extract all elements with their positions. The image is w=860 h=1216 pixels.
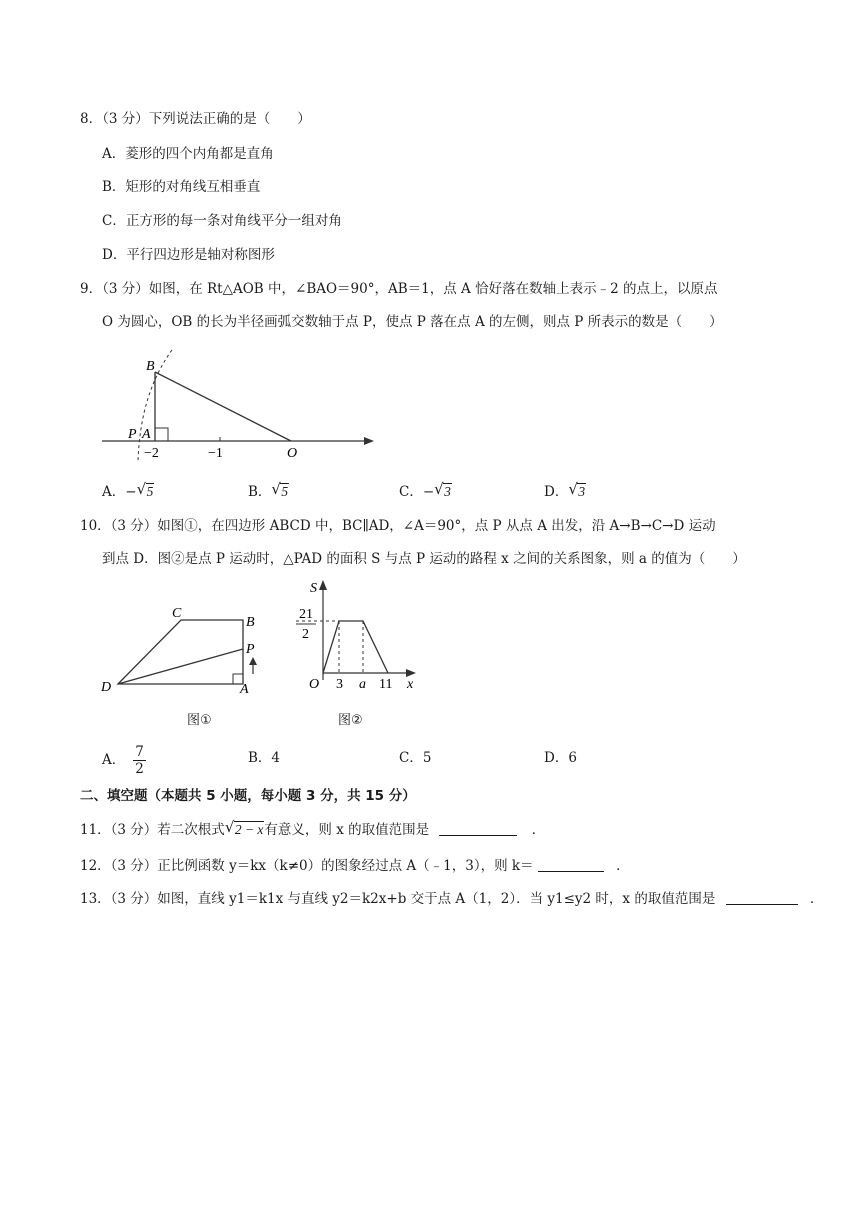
q9-label-b: B [146,359,155,374]
q8-option-b: B．矩形的对角线互相垂直 [102,179,261,195]
q10-option-c: C．5 [399,750,432,766]
q11: 11．（3 分）若二次根式 √ 2 − x有意义，则 x 的取值范围是 ． [80,818,546,838]
q8-option-a: A．菱形的四个内角都是直角 [102,146,274,162]
q11-answer-blank[interactable] [439,821,517,836]
q10-option-a: A． $\frac{7}{2}$ [102,744,144,777]
q10-fig1-label-p: P [246,642,255,657]
q10-caption-1: 图① [187,713,212,728]
q10-caption-2: 图② [338,713,363,728]
q10-fig2-tick-11: 11 [379,677,393,692]
q9-option-d: D． √ 3 [544,480,586,500]
q10-fig2-label-o: O [309,677,320,692]
q10-option-d: D．6 [544,750,577,766]
q9-stem-line2: O 为圆心，OB 的长为半径画弧交数轴于点 P，使点 P 落在点 A 的左侧，则点 P 所表示的数是（ ） [102,314,723,330]
q12-answer-blank[interactable] [538,857,604,872]
q12: 12．（3 分）正比例函数 y＝kx（k≠0）的图象经过点 A（﹣1，3），则 k＝ ． [80,858,630,874]
q9-label-p: P [128,427,137,442]
q9-option-b: B． √ 5 [248,480,289,500]
q9-option-c: C．− √ 3 [399,480,451,500]
q10-stem-line1: 10．（3 分）如图①，在四边形 ABCD 中，BC∥AD，∠A＝90°，点 P 从点 A 出发，沿 A→B→C→D 运动 [80,518,716,534]
q10-fig1-label-c: C [172,606,182,621]
q13: 13．（3 分）如图，直线 y1＝k1x 与直线 y2＝k2x+b 交于点 A（1，2）．当 y1≤y2 时，x 的取值范围是 ． [80,891,824,907]
q10-fig2-tick-a: a [359,677,366,692]
q9-tick-neg1: −1 [208,446,223,461]
q10-fig1-label-d: D [101,680,112,695]
q10-fig2-label-x: x [407,677,414,692]
q10-figure-1 [98,600,268,700]
q10-fig1-label-b: B [246,615,255,630]
q10-fig2-tick-3: 3 [336,677,343,692]
q9-tick-neg2: −2 [144,446,159,461]
q9-stem-line1: 9．（3 分）如图，在 Rt△AOB 中，∠BAO＝90°，AB＝1，点 A 恰好落在数轴上表示﹣2 的点上，以原点 [80,281,718,297]
q10-figure-2 [288,576,428,694]
section-2-heading: 二、填空题（本题共 5 小题，每小题 3 分，共 15 分） [80,788,416,804]
q8-option-c: C．正方形的每一条对角线平分一组对角 [102,213,342,229]
q10-option-b: B．4 [248,750,281,766]
q10-fig2-frac-den: 2 [302,627,309,642]
q10-stem-line2: 到点 D．图②是点 P 运动时，△PAD 的面积 S 与点 P 运动的路程 x 之间的关系图象，则 a 的值为（ ） [102,551,746,567]
q8-stem: 8．（3 分）下列说法正确的是（ ） [80,111,311,127]
q10-fig2-label-s: S [310,581,317,596]
q8-option-d: D．平行四边形是轴对称图形 [102,247,275,263]
q9-option-a: A．− √ 5 [102,480,154,500]
q9-axis-arrow [364,437,374,445]
q9-figure [100,344,380,468]
q10-fig1-label-a: A [240,682,249,697]
q13-answer-blank[interactable] [726,890,798,905]
q9-label-o: O [287,446,298,461]
q9-label-a: A [142,427,151,442]
q10-fig2-frac-num: 21 [299,607,313,622]
